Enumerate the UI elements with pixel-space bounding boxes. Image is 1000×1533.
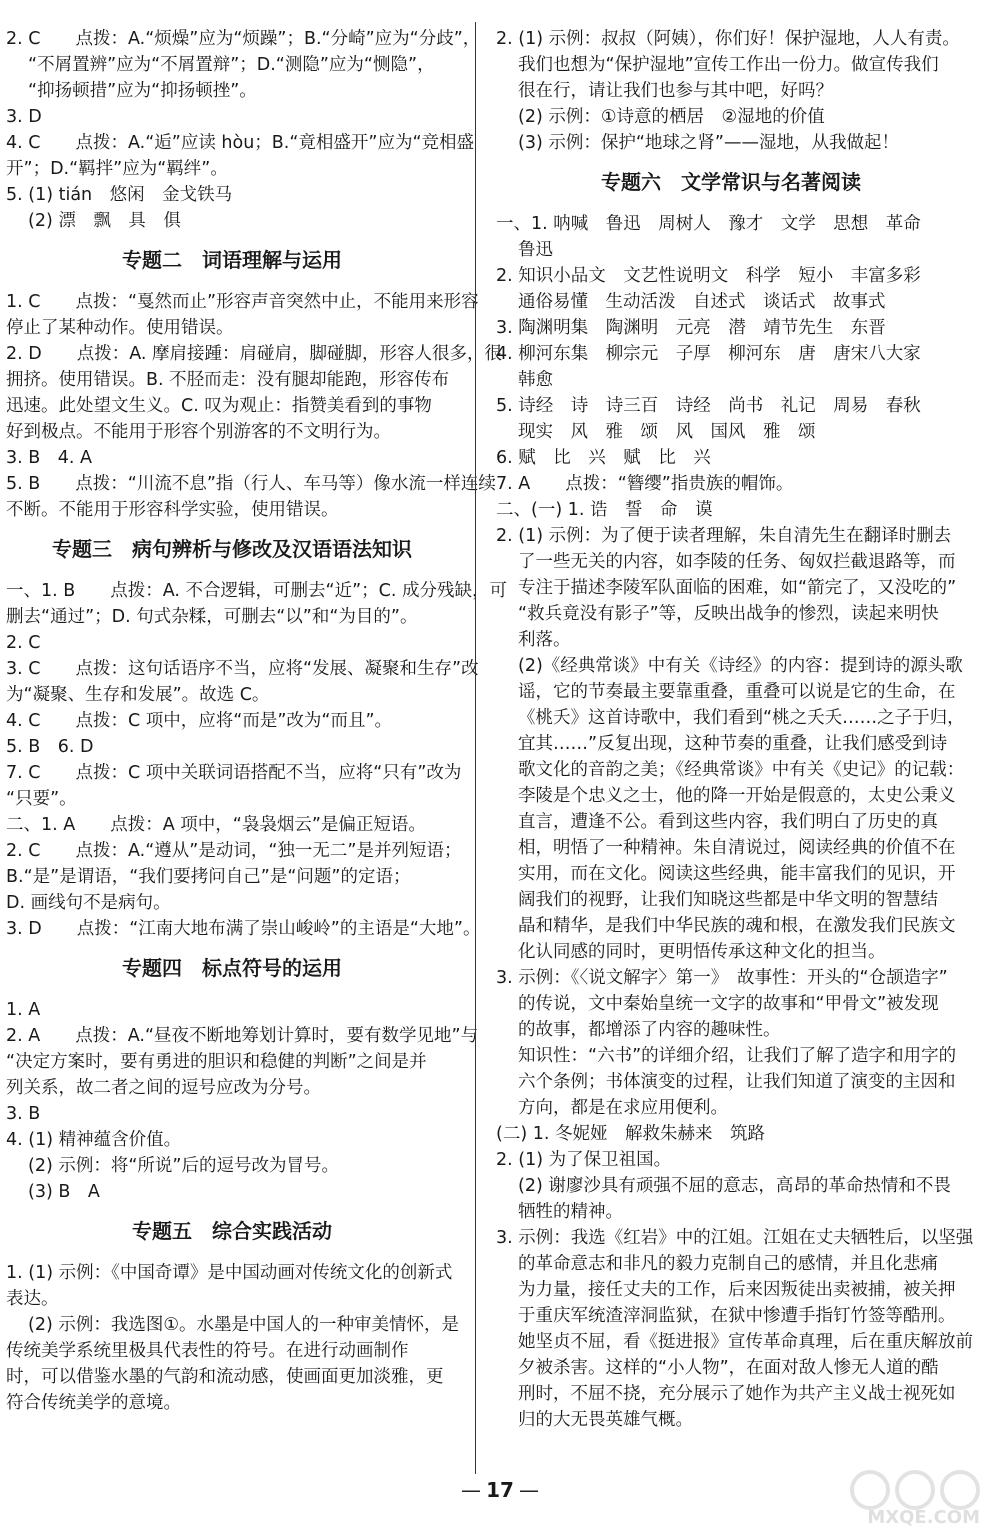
- answer-line: 开”；D.“羁拌”应为“羁绊”。: [6, 159, 228, 179]
- answer-line: 了一些无关的内容，如李陵的任务、匈奴拦截退路等，而: [518, 552, 956, 572]
- answer-line: (2) 谢廖沙具有顽强不屈的意志，高昂的革命热情和不畏: [518, 1176, 951, 1196]
- answer-line: 我们也想为“保护湿地”宣传工作出一份力。做宣传我们: [518, 55, 939, 75]
- answer-line: 很在行，请让我们也参与其中吧，好吗？: [518, 81, 833, 101]
- answer-line: 7. C 点拨：C 项中关联词语搭配不当，应将“只有”改为: [6, 763, 462, 783]
- answer-line: 谣，它的节奏最主要靠重叠，重叠可以说是它的生命，在: [518, 682, 956, 702]
- answer-line: 2. 知识小品文 文艺性说明文 科学 短小 丰富多彩: [496, 266, 921, 286]
- section-heading: 专题二 词语理解与运用: [122, 248, 342, 272]
- answer-line: 5. B 6. D: [6, 737, 94, 757]
- answer-line: 通俗易懂 生动活泼 自述式 谈话式 故事式: [518, 292, 886, 312]
- answer-line: 知识性：“六书”的详细介绍，让我们了解了造字和用字的: [518, 1046, 957, 1066]
- answer-line: 5. (1) tián 悠闲 金戈铁马: [6, 185, 233, 205]
- answer-line: 的故事，都增添了内容的趣味性。: [518, 1020, 781, 1040]
- answer-line: 不断。不能用于形容科学实验，使用错误。: [6, 500, 339, 520]
- answer-line: 拥挤。使用错误。B. 不胫而走：没有腿却能跑，形容传布: [6, 370, 450, 390]
- answer-line: 2. C 点拨：A.“遵从”是动词，“独一无二”是并列短语；: [6, 841, 462, 861]
- answer-line: 为“凝聚、生存和发展”。故选 C。: [6, 685, 270, 705]
- answer-line: 1. A: [6, 1000, 41, 1020]
- answer-line: 归的大无畏英雄气概。: [518, 1410, 693, 1430]
- answer-line: 韩愈: [518, 370, 553, 390]
- answer-line: 刑时，不屈不挠，充分展示了她作为共产主义战士视死如: [518, 1384, 956, 1404]
- answer-line: B.“是”是谓语，“我们要拷问自己”是“问题”的定语；: [6, 867, 411, 887]
- answer-line: “决定方案时，要有勇进的胆识和稳健的判断”之间是并: [6, 1052, 427, 1072]
- answer-line: 的传说，文中秦始皇统一文字的故事和“甲骨文”被发现: [518, 994, 939, 1014]
- answer-line: 4. (1) 精神蕴含价值。: [6, 1130, 182, 1150]
- answer-line: 3. D 点拨：“江南大地布满了崇山峻岭”的主语是“大地”。: [6, 919, 481, 939]
- answer-line: 3. 陶渊明集 陶渊明 元亮 潜 靖节先生 东晋: [496, 318, 886, 338]
- answer-line: 3. B: [6, 1104, 41, 1124]
- answer-line: (2) 示例：我选图①。水墨是中国人的一种审美情怀，是: [28, 1315, 460, 1335]
- answer-line: 六个条例；书体演变的过程，让我们知道了演变的主因和: [518, 1072, 956, 1092]
- answer-line: 2. D 点拨：A. 摩肩接踵：肩碰肩，脚碰脚，形容人很多，很: [6, 344, 503, 364]
- answer-line: 迅速。此处望文生义。C. 叹为观止：指赞美看到的事物: [6, 396, 432, 416]
- answer-line: (2) 示例：将“所说”后的逗号改为冒号。: [28, 1156, 339, 1176]
- column-divider: [475, 22, 476, 1474]
- answer-line: (3) B A: [28, 1182, 100, 1202]
- answer-line: 3. C 点拨：这句话语序不当，应将“发展、凝聚和生存”改: [6, 659, 479, 679]
- answer-line: 直言，遭逢不公。看到这些内容，我们明白了历史的真: [518, 812, 938, 832]
- answer-line: 二、(一) 1. 诰 誓 命 谟: [496, 500, 713, 520]
- answer-line: 一、1. 呐喊 鲁迅 周树人 豫才 文学 思想 革命: [496, 214, 921, 234]
- answer-line: 2. (1) 示例：叔叔（阿姨），你们好！保护湿地，人人有责。: [496, 29, 960, 49]
- answer-line: 6. 赋 比 兴 赋 比 兴: [496, 448, 711, 468]
- answer-line: 晶和精华，是我们中华民族的魂和根，在激发我们民族文: [518, 916, 956, 936]
- section-heading: 专题六 文学常识与名著阅读: [601, 170, 861, 194]
- section-heading: 专题三 病句辨析与修改及汉语语法知识: [52, 537, 412, 561]
- answer-line: (2) 示例：①诗意的栖居 ②湿地的价值: [518, 107, 825, 127]
- answer-line: 2. (1) 示例：为了便于读者理解，朱自清先生在翻译时删去: [496, 526, 952, 546]
- answer-line: 2. (1) 为了保卫祖国。: [496, 1150, 672, 1170]
- answer-line: 符合传统美学的意境。: [6, 1393, 181, 1413]
- section-heading: 专题四 标点符号的运用: [122, 956, 342, 980]
- answer-line: 《桃夭》这首诗歌中，我们看到“桃之夭夭……之子于归，: [518, 708, 965, 728]
- answer-line: 的革命意志和非凡的毅力克制自己的感情，并且化悲痛: [518, 1254, 938, 1274]
- answer-line: 专注于描述李陵军队面临的困难，如“箭完了，又没吃的”: [518, 578, 957, 598]
- left-column: [6, 26, 508, 1416]
- answer-line: 1. (1) 示例：《中国奇谭》是中国动画对传统文化的创新式: [6, 1263, 453, 1283]
- answer-line: 停止了某种动作。使用错误。: [6, 318, 234, 338]
- answer-line: 相，明悟了一种精神。朱自清说过，阅读经典的价值不在: [518, 838, 956, 858]
- answer-line: 歌文化的音韵之美；《经典常谈》中有关《史记》的记载：: [518, 760, 965, 780]
- answer-line: 2. A 点拨：A.“昼夜不断地筹划计算时，要有数学见地”与: [6, 1026, 479, 1046]
- answer-line: 好到极点。不能用于形容个别游客的不文明行为。: [6, 422, 391, 442]
- answer-line: 3. B 4. A: [6, 448, 92, 468]
- answer-line: 4. C 点拨：C 项中，应将“而是”改为“而且”。: [6, 711, 393, 731]
- answer-line: D. 画线句不是病句。: [6, 893, 171, 913]
- answer-line: 方向，都是在求应用便利。: [518, 1098, 728, 1118]
- right-column: [496, 26, 974, 1433]
- footer-dash-right: —: [519, 1478, 540, 1502]
- answer-line: (3) 示例：保护“地球之肾”——湿地，从我做起！: [518, 133, 899, 153]
- answer-line: 5. B 点拨：“川流不息”指（行人、车马等）像水流一样连续: [6, 474, 496, 494]
- watermark-text: MXQE.COM: [867, 1507, 980, 1528]
- answer-line: 删去“通过”；D. 句式杂糅，可删去“以”和“为目的”。: [6, 607, 418, 627]
- answer-line: 4. 柳河东集 柳宗元 子厚 柳河东 唐 唐宋八大家: [496, 344, 921, 364]
- page-number: 17: [486, 1478, 514, 1502]
- answer-line: 为力量，接任丈夫的工作，后来因叛徒出卖被捕，被关押: [518, 1280, 956, 1300]
- answer-line: 二、1. A 点拨：A 项中，“袅袅烟云”是偏正短语。: [6, 815, 426, 835]
- answer-line: 她坚贞不屈，看《挺进报》宣传革命真理，后在重庆解放前: [518, 1332, 973, 1352]
- answer-line: 化认同感的同时，更明悟传承这种文化的担当。: [518, 942, 886, 962]
- watermark: [820, 1468, 980, 1528]
- answer-line: (2)《经典常谈》中有关《诗经》的内容：提到诗的源头歌: [518, 656, 963, 676]
- answer-line: “抑扬顿措”应为“抑扬顿挫”。: [28, 81, 257, 101]
- answer-line: 夕被杀害。这样的“小人物”，在面对敌人惨无人道的酷: [518, 1358, 939, 1378]
- answer-line: 宜其……”反复出现，这种节奏的重叠，让我们感受到诗: [518, 734, 948, 754]
- answer-line: 鲁迅: [518, 240, 553, 260]
- answer-line: 3. 示例：我选《红岩》中的江姐。江姐在丈夫牺牲后，以坚强: [496, 1228, 974, 1248]
- answer-line: 牺牲的精神。: [518, 1202, 623, 1222]
- answer-line: 于重庆军统渣滓洞监狱，在狱中惨遭手指钉竹签等酷刑。: [518, 1306, 956, 1326]
- answer-line: “不屑置辨”应为“不屑置辩”；D.“测隐”应为“恻隐”，: [28, 55, 435, 75]
- answer-line: 现实 风 雅 颂 风 国风 雅 颂: [518, 422, 816, 442]
- answer-line: “救兵竟没有影子”等，反映出战争的惨烈，读起来明快: [518, 604, 939, 624]
- answer-line: 实用，而在文化。阅读这些经典，能丰富我们的见识，开: [518, 864, 956, 884]
- answer-line: 李陵是个忠义之士，他的降一开始是假意的，太史公秉义: [518, 786, 956, 806]
- answer-line: 7. A 点拨：“簪缨”指贵族的帽饰。: [496, 474, 794, 494]
- answer-line: 阔我们的视野，让我们知晓这些都是中华文明的智慧结: [518, 890, 938, 910]
- answer-line: 2. C 点拨：A.“烦燥”应为“烦躁”；B.“分崎”应为“分歧”，: [6, 29, 481, 49]
- answer-line: 2. C: [6, 633, 41, 653]
- answer-line: 时，可以借鉴水墨的气韵和流动感，使画面更加淡雅，更: [6, 1367, 444, 1387]
- answer-line: 4. C 点拨：A.“逅”应读 hòu；B.“竟相盛开”应为“竞相盛: [6, 133, 475, 153]
- answer-line: 3. 示例：《〈说文解字〉第一》 故事性：开头的“仓颉造字”: [496, 968, 948, 988]
- footer-dash-left: —: [460, 1478, 481, 1502]
- section-heading: 专题五 综合实践活动: [132, 1219, 332, 1243]
- answer-line: (二) 1. 冬妮娅 解救朱赫来 筑路: [496, 1124, 765, 1144]
- answer-line: 3. D: [6, 107, 42, 127]
- answer-line: (2) 漂 飘 具 俱: [28, 211, 181, 231]
- answer-line: 一、1. B 点拨：A. 不合逻辑，可删去“近”；C. 成分残缺，可: [6, 581, 508, 601]
- answer-line: 利落。: [518, 630, 571, 650]
- answer-line: 列关系，故二者之间的逗号应改为分号。: [6, 1078, 321, 1098]
- answer-line: 传统美学系统里极具代表性的符号。在进行动画制作: [6, 1341, 409, 1361]
- answer-line: “只要”。: [6, 789, 77, 809]
- answer-line: 1. C 点拨：“戛然而止”形容声音突然中止，不能用来形容: [6, 292, 479, 312]
- answer-line: 表达。: [6, 1289, 59, 1309]
- answer-line: 5. 诗经 诗 诗三百 诗经 尚书 礼记 周易 春秋: [496, 396, 921, 416]
